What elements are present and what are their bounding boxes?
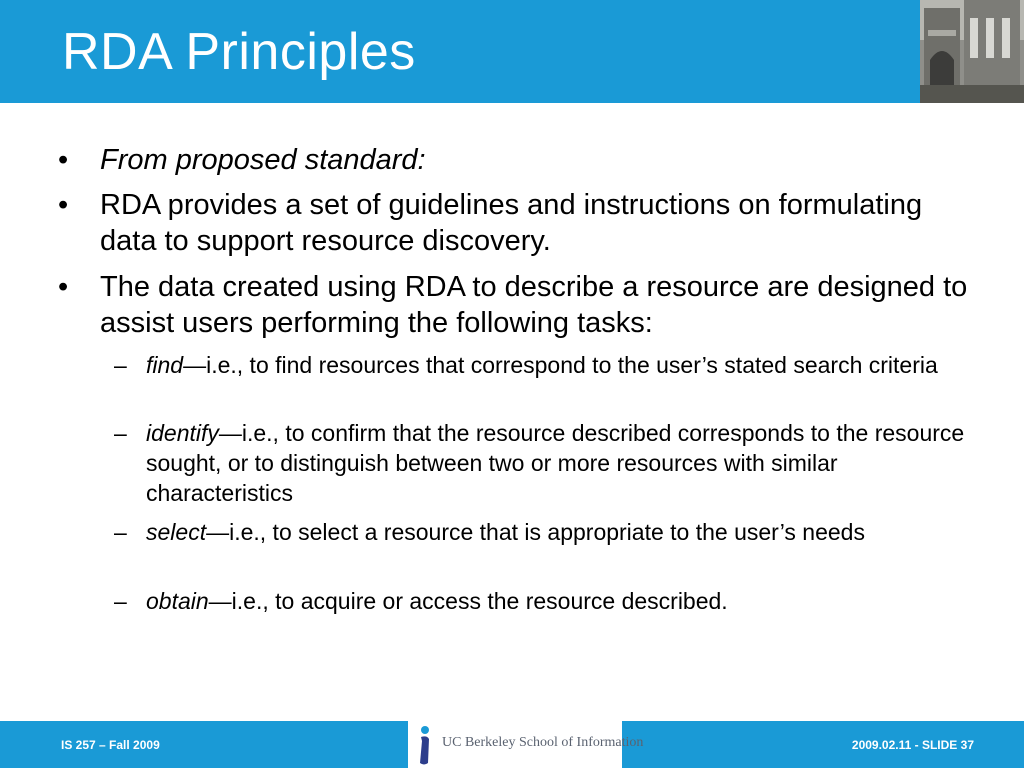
dash-marker: – (114, 420, 127, 446)
bullet-item (58, 269, 980, 341)
bullet-marker: • (58, 144, 69, 176)
task-item (114, 350, 976, 380)
ischool-i-logo-icon (410, 721, 440, 768)
task-term: obtain (146, 588, 209, 614)
task-item (114, 586, 976, 616)
task-item (114, 418, 976, 508)
logo-wordmark: UC Berkeley School of Information (442, 735, 644, 750)
task-term: select (146, 519, 207, 545)
task-term: identify (146, 420, 219, 446)
task-term: find (146, 352, 184, 378)
task-text: —i.e., to select a resource that is appropriate to the user’s needs (206, 519, 865, 545)
task-text: —i.e., to acquire or access the resource described. (208, 588, 728, 614)
course-label: IS 257 – Fall 2009 (61, 738, 160, 752)
bullet-item (58, 187, 980, 259)
bullet-text: RDA provides a set of guidelines and instructions on formulating data to support resource discovery. (100, 189, 923, 257)
ischool-logo (408, 721, 644, 768)
bullet-marker: • (58, 189, 69, 221)
slide-number-label: 2009.02.11 - SLIDE 37 (851, 738, 974, 752)
task-text: —i.e., to find resources that correspond to the user’s stated search criteria (183, 352, 938, 378)
dash-marker: – (114, 588, 127, 614)
task-item (114, 517, 976, 547)
bullet-marker: • (58, 271, 69, 303)
bullet-text: From proposed standard: (100, 144, 426, 176)
bullet-item (58, 142, 980, 178)
footer-bar (0, 721, 1024, 768)
dash-marker: – (114, 519, 127, 545)
slide-title: RDA Principles (62, 23, 416, 81)
task-text: —i.e., to confirm that the resource described corresponds to the resource sought, or to distinguish between two or more resources with similar characteristics (146, 420, 965, 506)
bullet-text: The data created using RDA to describe a resource are designed to assist users performing the following tasks: (100, 271, 968, 339)
dash-marker: – (114, 352, 127, 378)
